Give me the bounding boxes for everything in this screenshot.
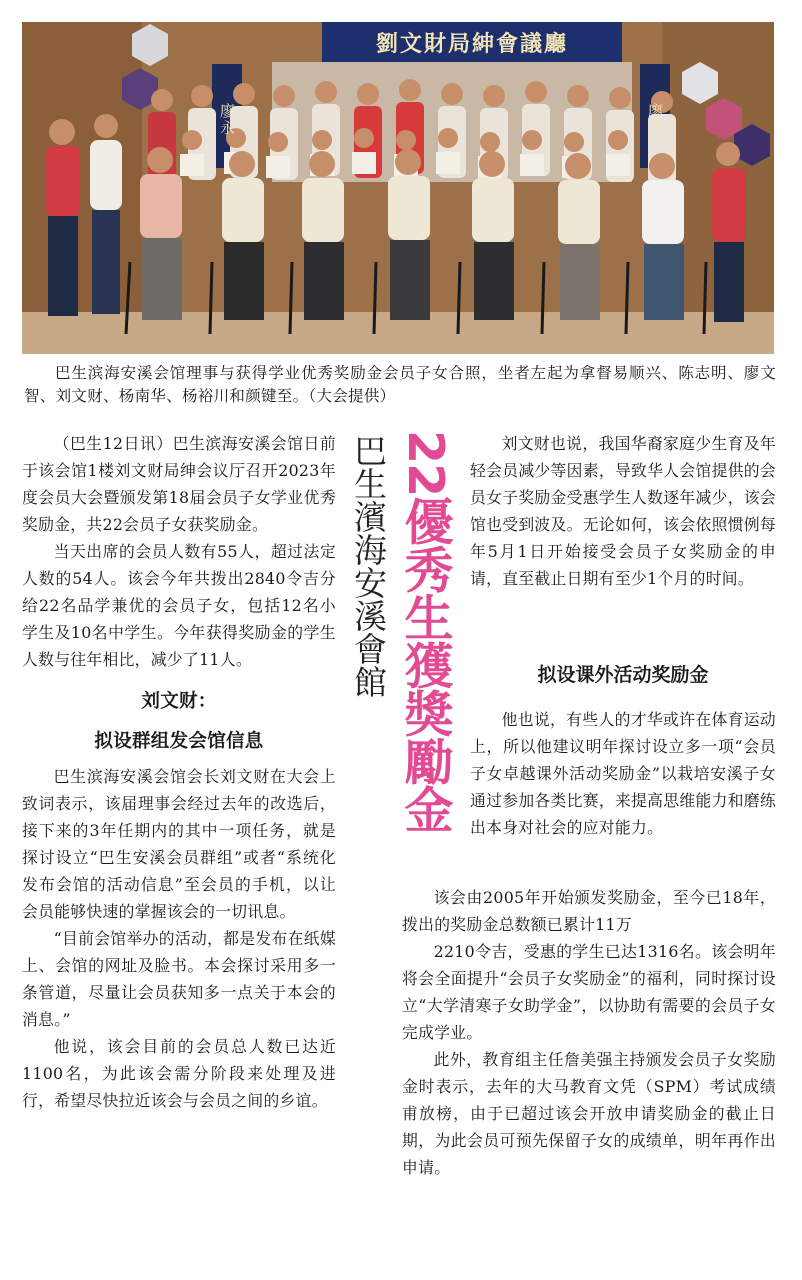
paragraph: 巴生滨海安溪会馆会长刘文财在大会上致词表示，该届理事会经过去年的改选后，接下来的3年任期内的其中一项任务，就是探讨设立“巴生安溪会员群组”或者“系统化发布会馆的活动信息”至会员的手机，以让会员能够快速的掌握该会的一切讯息。 — [22, 767, 336, 921]
subheading-line: 刘文财： — [141, 691, 217, 712]
left-scroll: 廖永 — [218, 103, 236, 137]
subheading-line: 拟设群组发会馆信息 — [94, 731, 264, 752]
right-column-top — [470, 430, 776, 592]
right-column-middle — [470, 706, 776, 841]
paragraph: 他说，该会目前的会员总人数已达近1100名，为此该会需分阶段来处理及进行，希望尽快拉近该会与会员之间的乡谊。 — [22, 1037, 336, 1110]
paragraph: 刘文财也说，我国华裔家庭少生育及年轻会员减少等因素，导致华人会馆提供的会员女子奖励金受惠学生人数逐年减少，该会馆也受到波及。无论如何，该会依照惯例每年5月1日开始接受会员子女奖励金的申请，直至截止日期有至少1个月的时间。 — [470, 434, 776, 588]
paragraph: （巴生12日讯）巴生滨海安溪会馆日前于该会馆1楼刘文财局绅会议厅召开2023年度会员大会暨颁发第18届会员子女学业优秀奖励金，共22会员子女获奖励金。 — [22, 434, 336, 534]
paragraph: 当天出席的会员人数有55人，超过法定人数的54人。该会今年共拨出2840令吉分给22名品学兼优的会员子女，包括12名小学生及10名中学生。今年获得奖励金的学生人数与往年相比，减少了11人。 — [22, 542, 336, 669]
right-scroll: 廖文 — [646, 103, 664, 137]
paragraph: 2210令吉，受惠的学生已达1316名。该会明年将会全面提升“会员子女奖励金”的福利，同时探讨设立“大学清寒子女助学金”，以协助有需要的会员子女完成学业。 — [402, 942, 776, 1042]
hall-banner: 劉文財局紳會議廳 — [375, 31, 568, 57]
paragraph: 他也说，有些人的才华或许在体育运动上，所以他建议明年探讨设立多一项“会员子女卓越课外活动奖励金”以栽培安溪子女通过参加各类比赛，来提高思维能力和磨练出本身对社会的应对能力。 — [470, 710, 776, 837]
right-subheading-block — [470, 660, 776, 690]
paragraph: “目前会馆举办的活动，都是发布在纸媒上、会馆的网址及脸书。本会探讨采用多一条管道，尽量让会员获知多一点关于本会的消息。” — [22, 929, 336, 1029]
photo-caption: 巴生滨海安溪会馆理事与获得学业优秀奖励金会员子女合照，坐者左起为拿督易顺兴、陈志明、廖文智、刘文财、杨南华、杨裕川和颜键至。（大会提供） — [24, 364, 776, 405]
right-column-bottom — [402, 884, 776, 1181]
headline-kicker: 巴生濱海安溪會館 — [349, 434, 388, 698]
subheading: 拟设课外活动奖励金 — [537, 664, 709, 686]
headline-title: 22優秀生獲獎勵金 — [397, 430, 454, 833]
left-column — [22, 430, 336, 1114]
paragraph: 该会由2005年开始颁发奖励金，至今已18年，拨出的奖励金总数额已累计11万 — [402, 888, 776, 934]
group-photo — [22, 22, 774, 354]
paragraph: 此外，教育组主任詹美强主持颁发会员子女奖励金时表示，去年的大马教育文凭（SPM）考试成绩甫放榜，由于已超过该会开放申请奖励金的截止日期，为此会员可预先保留子女的成绩单，明年再作出申请。 — [402, 1050, 776, 1177]
